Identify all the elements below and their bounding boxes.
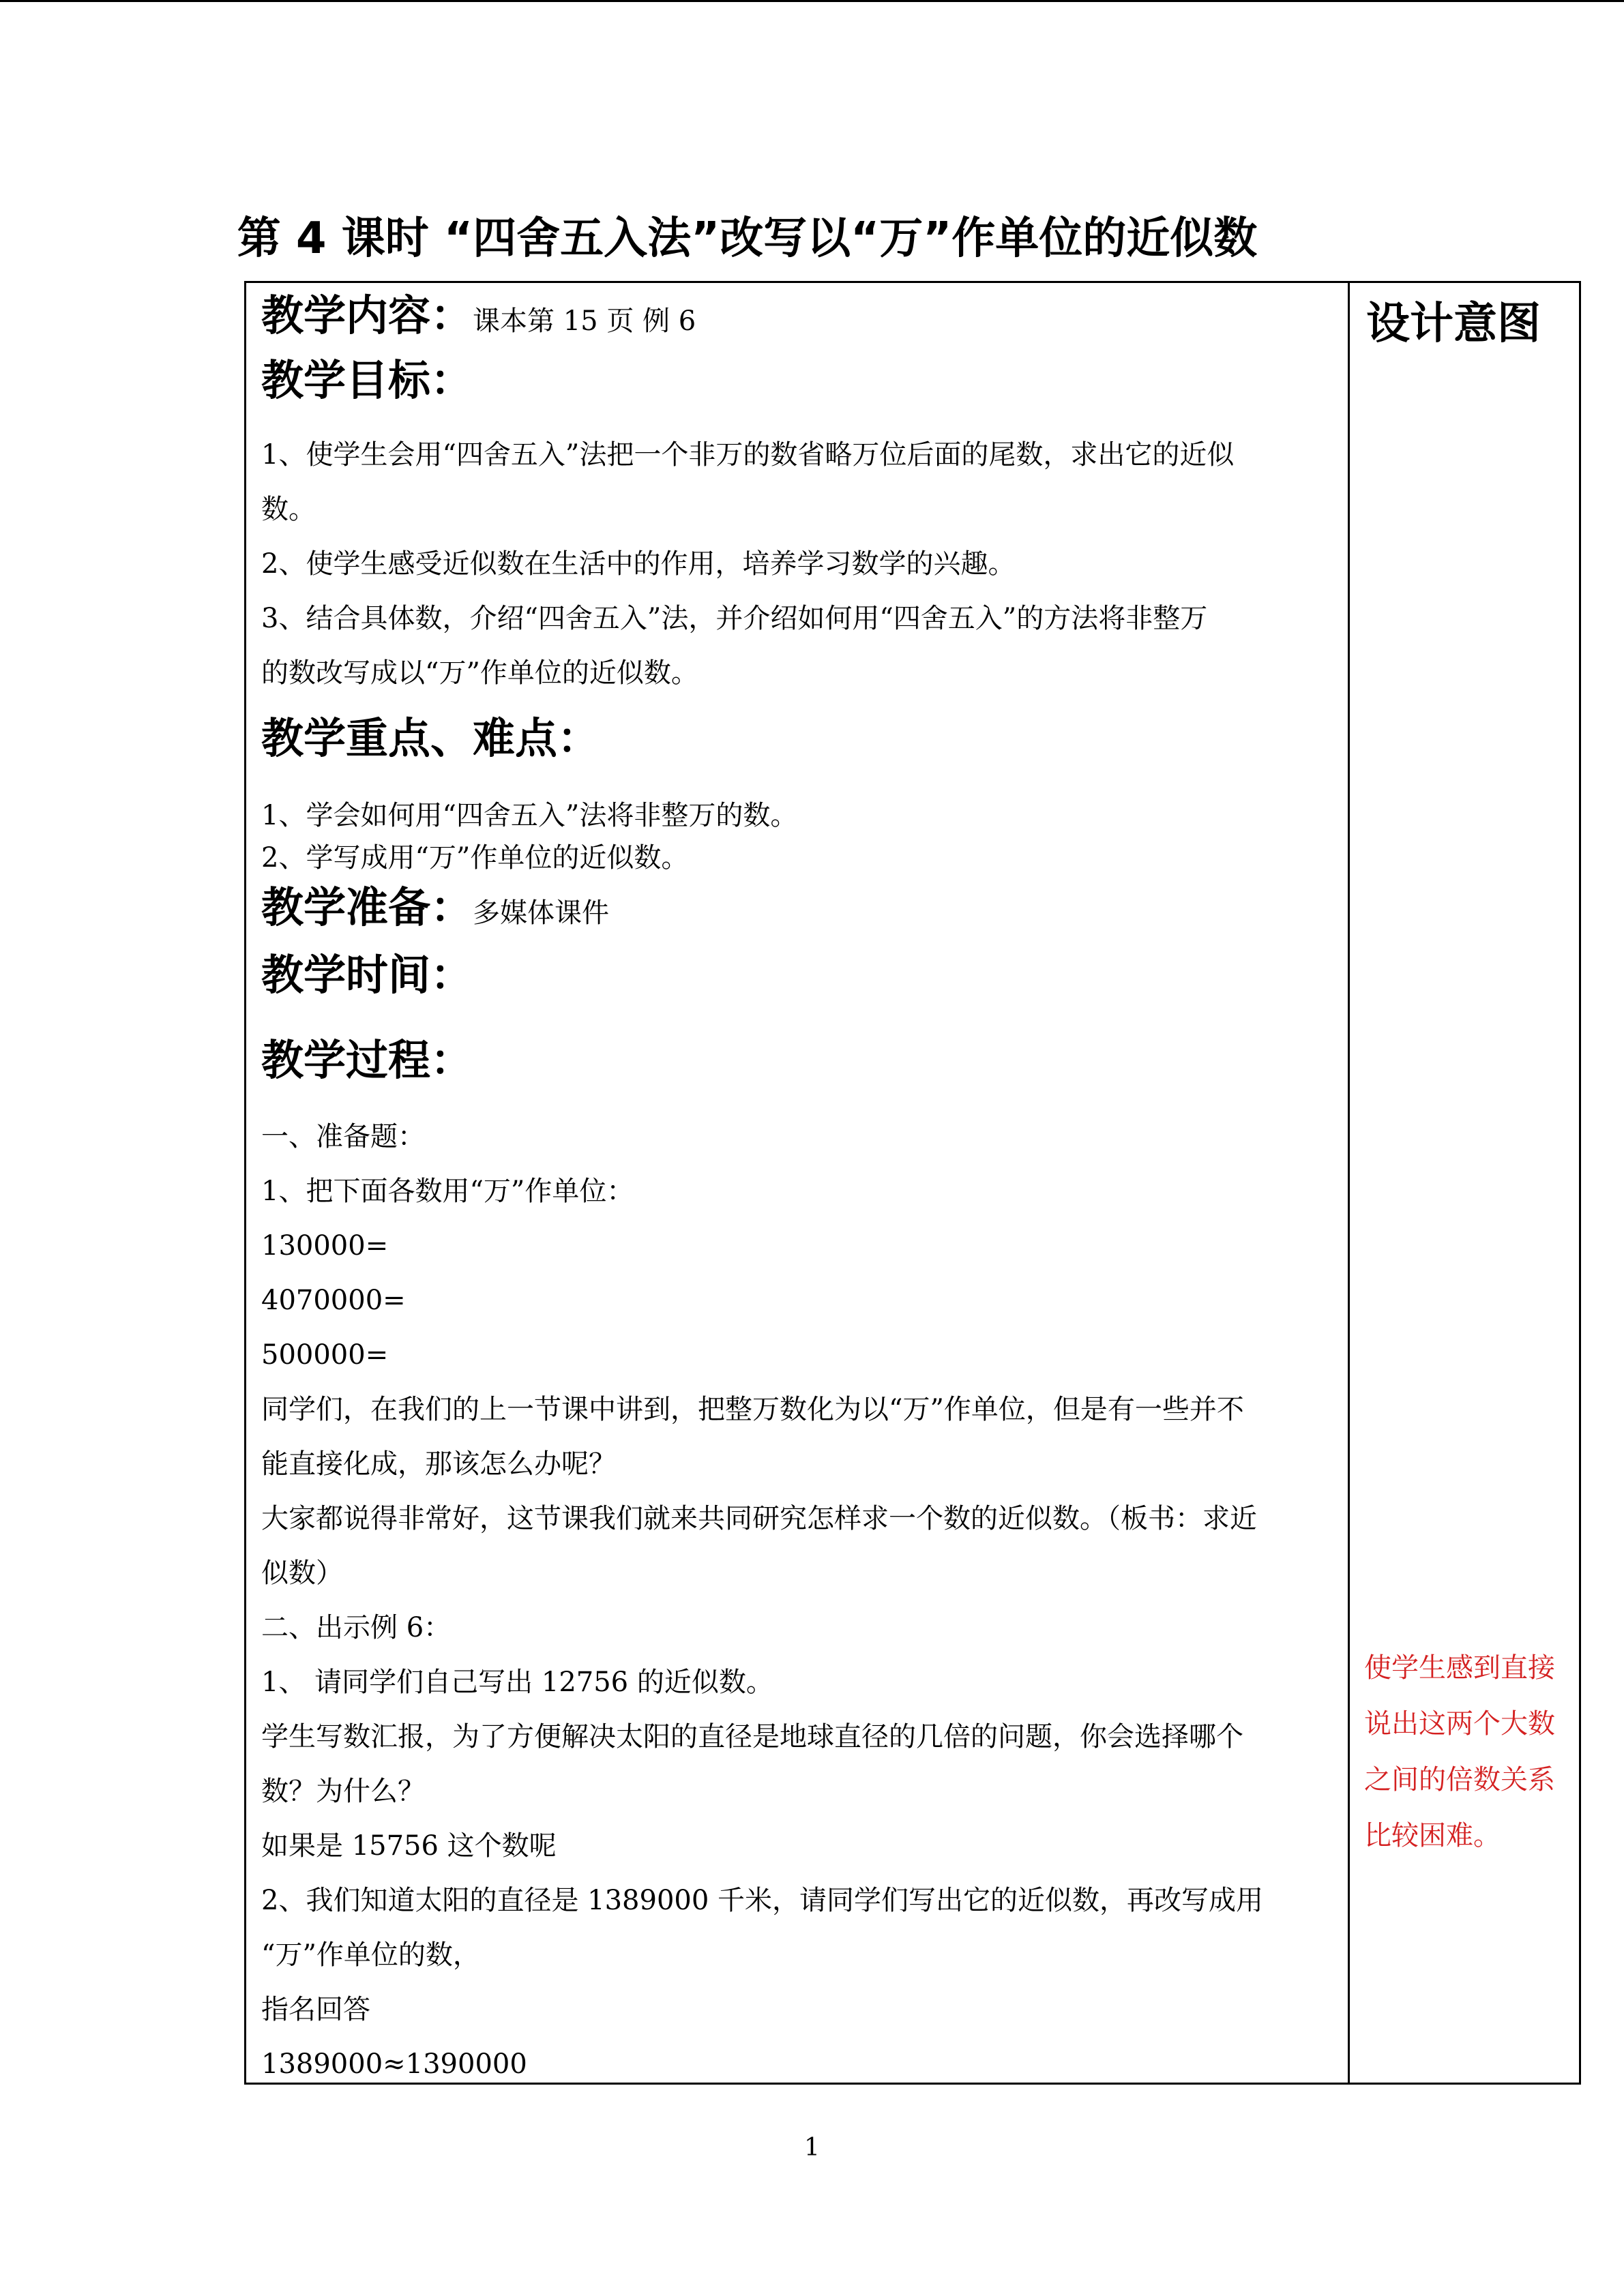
process-line: 1389000≈1390000 bbox=[261, 2048, 527, 2080]
process-line: 1、 请同学们自己写出 12756 的近似数。 bbox=[261, 1667, 773, 1698]
process-line: 大家都说得非常好，这节课我们就来共同研究怎样求一个数的近似数。（板书：求近 bbox=[261, 1503, 1257, 1534]
content-row bbox=[261, 285, 696, 352]
process-line: 一、准备题： bbox=[261, 1121, 425, 1152]
process-line: 学生写数汇报，为了方便解决太阳的直径是地球直径的几倍的问题，你会选择哪个 bbox=[261, 1721, 1243, 1753]
process-line: 4070000= bbox=[261, 1285, 406, 1316]
objective-line: 2、使学生感受近似数在生活中的作用，培养学习数学的兴趣。 bbox=[261, 548, 1016, 580]
column-divider bbox=[1348, 281, 1350, 2085]
design-intent-note: 使学生感到直接说出这两个大数之间的倍数关系比较困难。 bbox=[1364, 1652, 1555, 1851]
process-line: 如果是 15756 这个数呢 bbox=[261, 1830, 557, 1862]
content-label: 教学内容： bbox=[261, 290, 473, 340]
time-heading: 教学时间： bbox=[261, 950, 473, 1000]
objective-line: 3、结合具体数，介绍“四舍五入”法，并介绍如何用“四舍五入”的方法将非整万 bbox=[261, 603, 1208, 634]
process-line: 130000= bbox=[261, 1230, 389, 1262]
objective-line: 数。 bbox=[261, 494, 316, 525]
process-line: 2、我们知道太阳的直径是 1389000 千米，请同学们写出它的近似数，再改写成用 bbox=[261, 1885, 1264, 1916]
preparation-row bbox=[261, 877, 609, 944]
content-value: 课本第 15 页 例 6 bbox=[473, 305, 696, 337]
process-line: 500000= bbox=[261, 1339, 389, 1371]
process-line: 数？为什么？ bbox=[261, 1776, 425, 1807]
design-intent-heading: 设计意图 bbox=[1366, 299, 1541, 349]
key-point-line: 2、学写成用“万”作单位的近似数。 bbox=[261, 842, 689, 874]
process-line: 指名回答 bbox=[261, 1994, 370, 2025]
key-points-heading: 教学重点、难点： bbox=[261, 713, 600, 763]
objective-line: 的数改写成以“万”作单位的近似数。 bbox=[261, 657, 698, 689]
process-line: 同学们，在我们的上一节课中讲到，把整万数化为以“万”作单位，但是有一些并不 bbox=[261, 1394, 1244, 1425]
page-title: 第 4 课时 “四舍五入法”改写以“万”作单位的近似数 bbox=[237, 213, 1258, 264]
process-line: “万”作单位的数， bbox=[261, 1939, 480, 1971]
page-number: 1 bbox=[804, 2134, 820, 2162]
page-top-border bbox=[0, 0, 1624, 2]
preparation-label: 教学准备： bbox=[261, 882, 473, 932]
process-line: 1、把下面各数用“万”作单位： bbox=[261, 1176, 634, 1207]
objective-line: 1、使学生会用“四舍五入”法把一个非万的数省略万位后面的尾数，求出它的近似 bbox=[261, 439, 1235, 471]
process-line: 似数） bbox=[261, 1557, 343, 1589]
process-line: 二、出示例 6： bbox=[261, 1612, 452, 1643]
objectives-heading: 教学目标： bbox=[261, 355, 473, 405]
process-heading: 教学过程： bbox=[261, 1035, 473, 1085]
key-point-line: 1、学会如何用“四舍五入”法将非整万的数。 bbox=[261, 800, 798, 831]
process-line: 能直接化成，那该怎么办呢？ bbox=[261, 1448, 616, 1480]
preparation-value: 多媒体课件 bbox=[473, 897, 610, 929]
